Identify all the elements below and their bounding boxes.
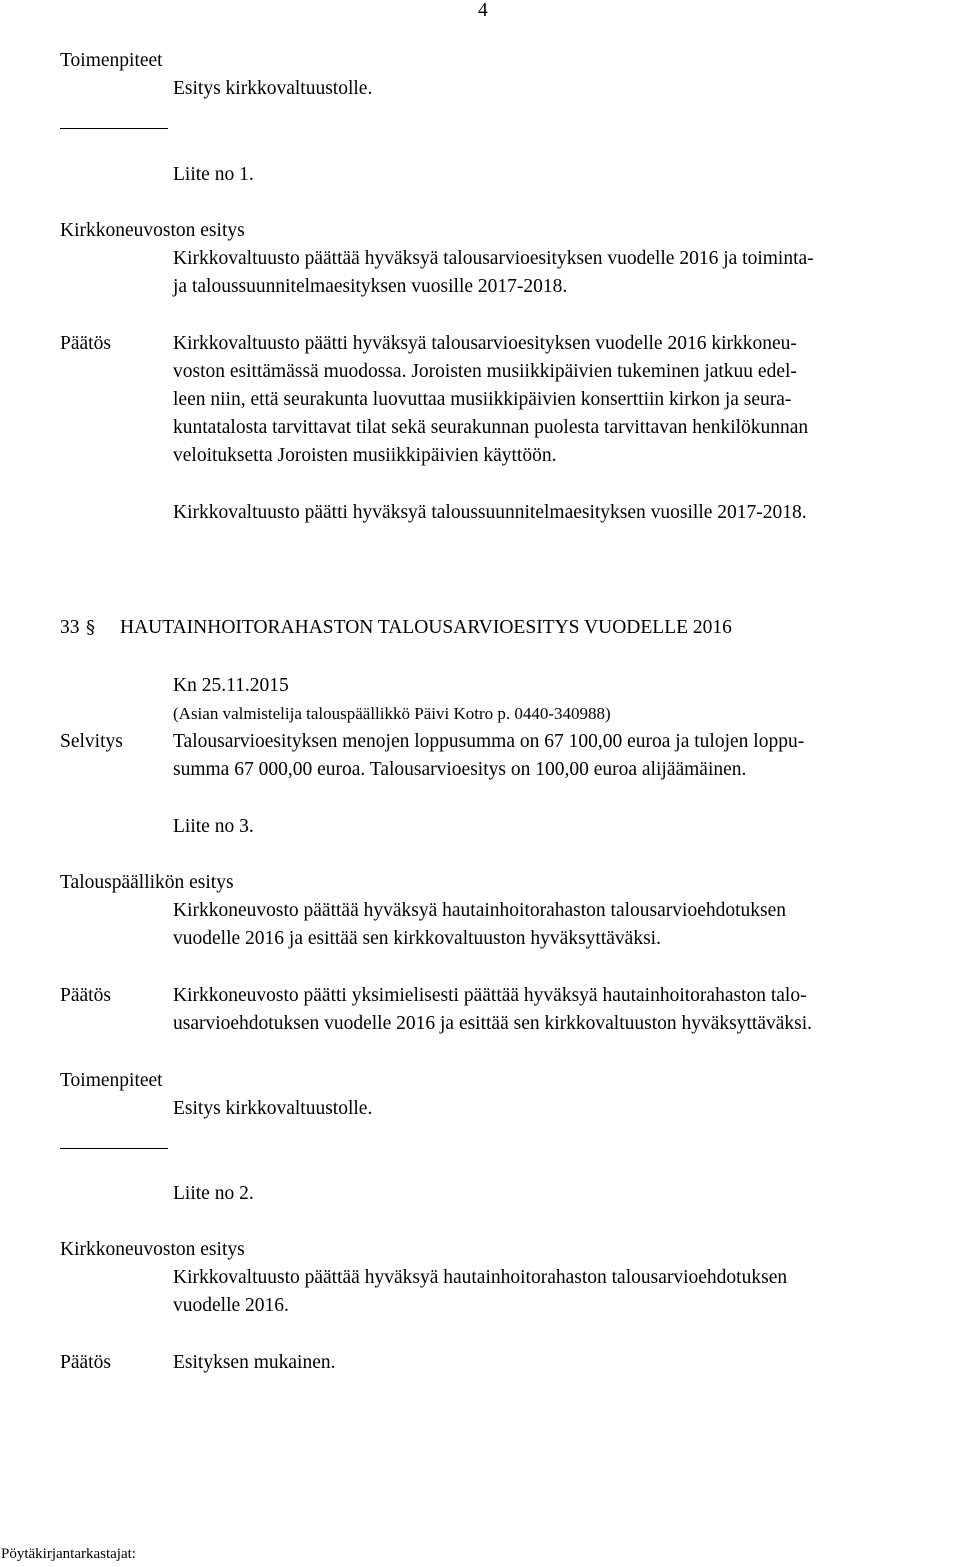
tp-esitys-line: vuodelle 2016 ja esittää sen kirkkovaltuuston hyväksyttäväksi. [173, 928, 661, 949]
divider-rule [60, 128, 168, 129]
paatos-line: veloituksetta Joroisten musiikkipäivien käyttöön. [173, 445, 557, 466]
kn-esitys-line: vuodelle 2016. [173, 1295, 289, 1316]
paatos-line: leen niin, että seurakunta luovuttaa musiikkipäivien konserttiin kirkon ja seura- [173, 389, 792, 410]
liite-1: Liite no 1. [173, 164, 254, 185]
selvitys-line: Talousarvioesityksen menojen loppusumma on 67 100,00 euroa ja tulojen loppu- [173, 731, 805, 752]
paragraph-symbol: § [86, 617, 95, 638]
paatos-text: Esityksen mukainen. [173, 1352, 336, 1373]
liite-3: Liite no 3. [173, 816, 254, 837]
kn-esitys-label: Kirkkoneuvoston esitys [60, 220, 245, 241]
toimenpiteet-text: Esitys kirkkovaltuustolle. [173, 1098, 373, 1119]
section-number: 33 [60, 617, 80, 638]
paatos-label: Päätös [60, 985, 111, 1006]
paatos-2: Kirkkovaltuusto päätti hyväksyä taloussuunnitelmaesityksen vuosille 2017-2018. [173, 502, 807, 523]
paatos-label: Päätös [60, 333, 111, 354]
paatos-line: usarvioehdotuksen vuodelle 2016 ja esittää sen kirkkovaltuuston hyväksyttäväksi. [173, 1013, 813, 1034]
page-number: 4 [478, 0, 488, 21]
paatos-line: voston esittämässä muodossa. Joroisten musiikkipäivien tukeminen jatkuu edel- [173, 361, 797, 382]
paatos-line: Kirkkoneuvosto päätti yksimielisesti päättää hyväksyä hautainhoitorahaston talo- [173, 985, 807, 1006]
liite-2: Liite no 2. [173, 1183, 254, 1204]
tarkastajat-label: Pöytäkirjantarkastajat: [1, 1546, 136, 1562]
section-title: HAUTAINHOITORAHASTON TALOUSARVIOESITYS VUODELLE 2016 [120, 617, 732, 638]
tp-esitys-line: Kirkkoneuvosto päättää hyväksyä hautainhoitorahaston talousarvioehdotuksen [173, 900, 787, 921]
selvitys-label: Selvitys [60, 731, 123, 752]
toimenpiteet-text: Esitys kirkkovaltuustolle. [173, 78, 373, 99]
kn-esitys-line: Kirkkovaltuusto päättää hyväksyä hautainhoitorahaston talousarvioehdotuksen [173, 1267, 788, 1288]
valmistelija: (Asian valmistelija talouspäällikkö Päivi Kotro p. 0440-340988) [173, 704, 611, 723]
kn-esitys-label: Kirkkoneuvoston esitys [60, 1239, 245, 1260]
toimenpiteet-label: Toimenpiteet [60, 1070, 163, 1091]
divider-rule [60, 1148, 168, 1149]
paatos-line: kuntatalosta tarvittavat tilat sekä seurakunnan puolesta tarvittavan henkilökunnan [173, 417, 809, 438]
kn-esitys-line: Kirkkovaltuusto päättää hyväksyä talousarvioesityksen vuodelle 2016 ja toiminta- [173, 248, 814, 269]
paatos-label: Päätös [60, 1352, 111, 1373]
kn-date: Kn 25.11.2015 [173, 675, 289, 696]
selvitys-line: summa 67 000,00 euroa. Talousarvioesitys on 100,00 euroa alijäämäinen. [173, 759, 747, 780]
paatos-line: Kirkkovaltuusto päätti hyväksyä talousarvioesityksen vuodelle 2016 kirkkoneu- [173, 333, 797, 354]
tp-esitys-label: Talouspäällikön esitys [60, 872, 234, 893]
kn-esitys-line: ja taloussuunnitelmaesityksen vuosille 2017-2018. [173, 276, 568, 297]
toimenpiteet-label: Toimenpiteet [60, 50, 163, 71]
